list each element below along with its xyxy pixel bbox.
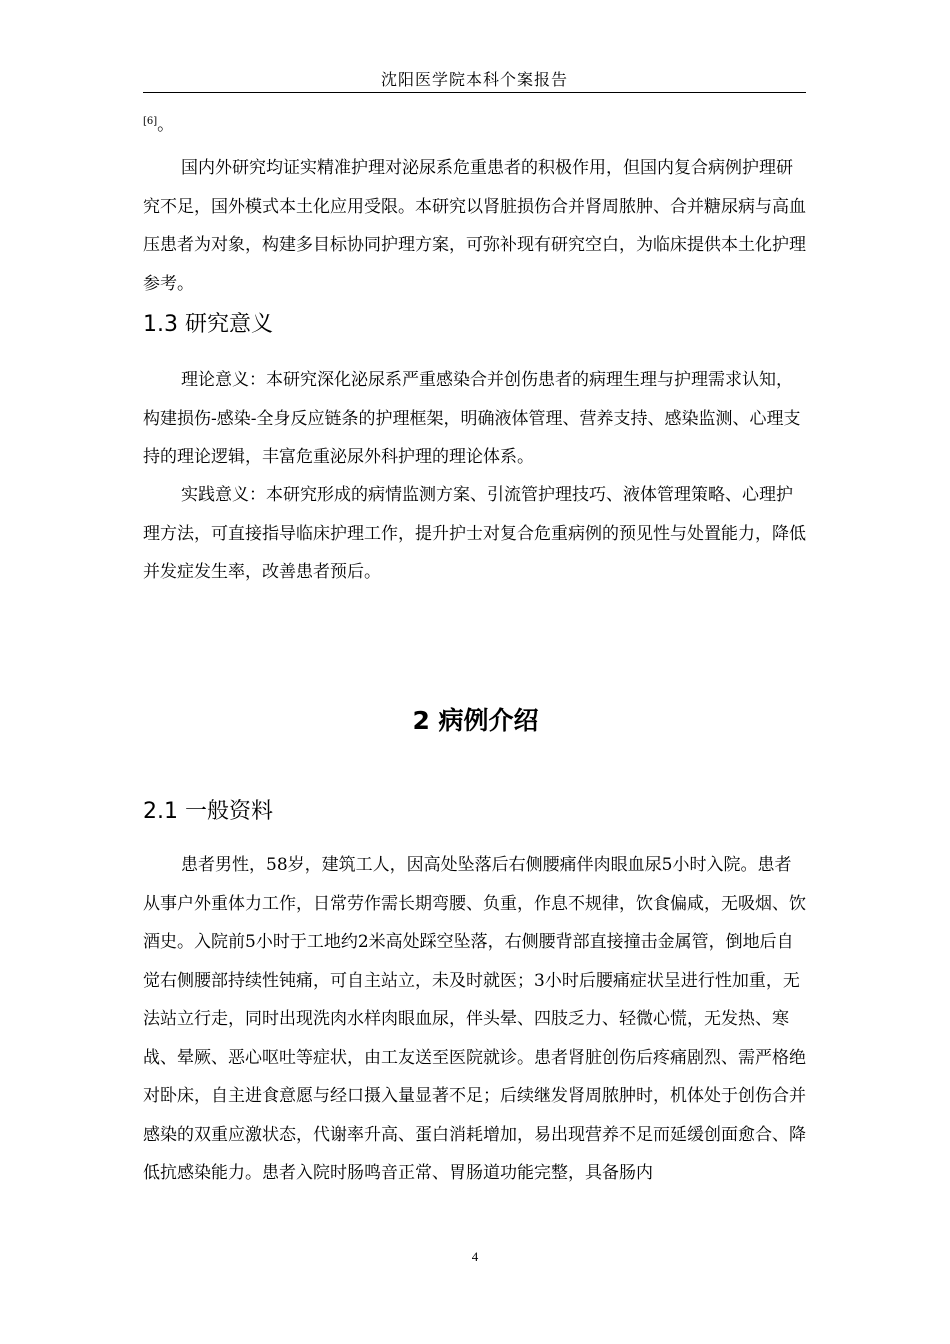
section-heading-1-3: 1.3 研究意义 bbox=[143, 312, 273, 337]
citation-tail: 。 bbox=[157, 115, 175, 135]
paragraph-general-information: 患者男性，58岁，建筑工人，因高处坠落后右侧腰痛伴肉眼血尿5小时入院。患者从事户外重体力工作，日常劳作需长期弯腰、负重，作息不规律，饮食偏咸，无吸烟、饮酒史。入院前5小时于工地约2米高处踩空坠落，右侧腰背部直接撞击金属管，倒地后自觉右侧腰部持续性钝痛，可自主站立，未及时就医；3小时后腰痛症状呈进行性加重，无法站立行走，同时出现洗肉水样肉眼血尿，伴头晕、四肢乏力、轻微心慌，无发热、寒战、晕厥、恶心呕吐等症状，由工友送至医院就诊。患者肾脏创伤后疼痛剧烈、需严格绝对卧床，自主进食意愿与经口摄入量显著不足；后续继发肾周脓肿时，机体处于创伤合并感染的双重应激状态，代谢率升高、蛋白消耗增加，易出现营养不足而延缓创面愈合、降低抗感染能力。患者入院时肠鸣音正常、胃肠道功能完整，具备肠内 bbox=[143, 855, 806, 1183]
chapter-heading-2: 2 病例介绍 bbox=[412, 706, 539, 735]
paragraph-research-gap: 国内外研究均证实精准护理对泌尿系危重患者的积极作用，但国内复合病例护理研究不足，国外模式本土化应用受限。本研究以肾脏损伤合并肾周脓肿、合并糖尿病与高血压患者为对象，构建多目标协同护理方案，可弥补现有研究空白，为临床提供本土化护理参考。 bbox=[143, 158, 806, 294]
paragraph-practical-significance: 实践意义：本研究形成的病情监测方案、引流管护理技巧、液体管理策略、心理护理方法，可直接指导临床护理工作，提升护士对复合危重病例的预见性与处置能力，降低并发症发生率，改善患者预后。 bbox=[143, 485, 806, 582]
running-header: 沈阳医学院本科个案报告 bbox=[143, 60, 806, 93]
citation-line bbox=[143, 113, 174, 140]
citation-ref: [6] bbox=[143, 116, 158, 127]
paragraph-theoretical-significance: 理论意义：本研究深化泌尿系严重感染合并创伤患者的病理生理与护理需求认知，构建损伤-感染-全身反应链条的护理框架，明确液体管理、营养支持、感染监测、心理支持的理论逻辑，丰富危重泌尿外科护理的理论体系。 bbox=[143, 370, 801, 467]
page-number: 4 bbox=[471, 1249, 479, 1264]
section-heading-2-1: 2.1 一般资料 bbox=[143, 799, 273, 824]
